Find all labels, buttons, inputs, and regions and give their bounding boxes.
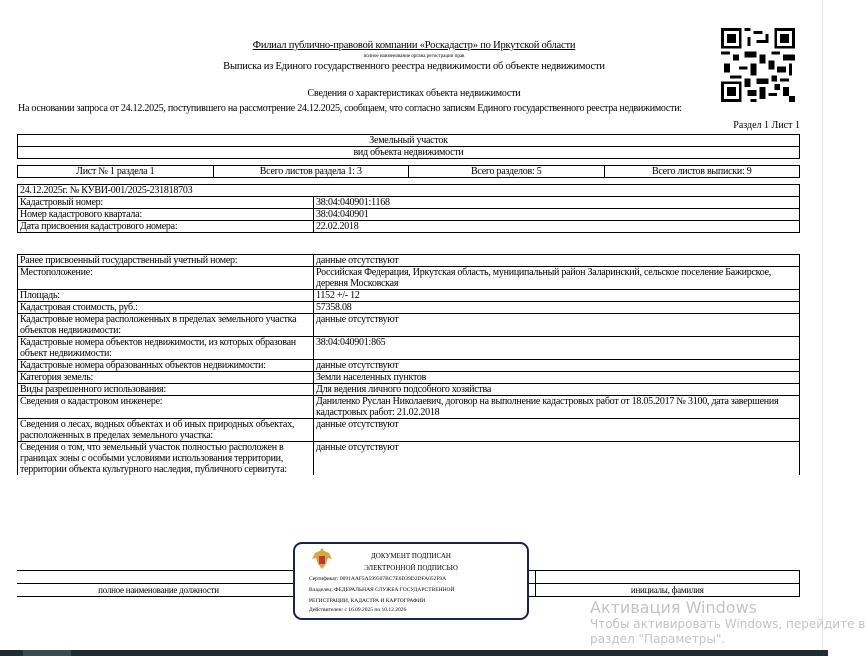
row-value: 38:04:040901 <box>314 209 800 221</box>
e-signature-stamp <box>293 542 529 620</box>
row-label: Сведения о лесах, водных объектах и об иных природных объектах, расположенных в пределах земельного участка: <box>18 419 314 442</box>
row-value: 22.02.2018 <box>314 221 800 233</box>
object-type-table <box>17 134 800 159</box>
object-type-caption: вид объекта недвижимости <box>18 147 800 159</box>
table-row <box>18 267 800 290</box>
stamp-owner-cont: РЕГИСТРАЦИИ, КАДАСТРА И КАРТОГРАФИИ <box>309 598 426 604</box>
name-caption: инициалы, фамилия <box>535 584 800 597</box>
row-label: Категория земель: <box>18 372 314 384</box>
row-value: 38:04:040901:865 <box>314 337 800 360</box>
row-value: Для ведения личного подсобного хозяйства <box>314 384 800 396</box>
sections-total: Всего разделов: 5 <box>409 166 605 178</box>
row-value: 38:04:040901:1168 <box>314 197 800 209</box>
row-value: данные отсутствуют <box>314 419 800 442</box>
windows-activation-title: Активация Windows <box>590 598 757 617</box>
table-row <box>18 419 800 442</box>
table-row <box>18 337 800 360</box>
table-row <box>18 314 800 337</box>
row-value: Российская Федерация, Иркутская область, муниципальный район Заларинский, сельское поселение Бажирское, деревня Московская <box>314 267 800 290</box>
table-row <box>18 360 800 372</box>
row-value: данные отсутствуют <box>314 255 800 267</box>
row-label: Сведения о том, что земельный участок полностью расположен в границах зоны с особыми условиями использования территории, территории объекта культурного наследия, публичного сервитута: <box>18 442 314 476</box>
table-row <box>18 302 800 314</box>
row-label: Дата присвоения кадастрового номера: <box>18 221 314 233</box>
section-sheets-total: Всего листов раздела 1: 3 <box>213 166 409 178</box>
sheets-table <box>17 165 800 178</box>
stamp-line1: ДОКУМЕНТ ПОДПИСАН <box>371 552 451 560</box>
registry-org-caption: полное наименование органа регистрации прав <box>363 54 465 59</box>
position-caption: полное наименование должности <box>17 584 300 597</box>
table-row <box>18 255 800 267</box>
table-row <box>18 396 800 419</box>
sheet-number: Лист № 1 раздела 1 <box>18 166 214 178</box>
row-label: Номер кадастрового квартала: <box>18 209 314 221</box>
row-label: Ранее присвоенный государственный учетный номер: <box>18 255 314 267</box>
row-value: Земли населенных пунктов <box>314 372 800 384</box>
row-label: Площадь: <box>18 290 314 302</box>
table-row <box>18 209 800 221</box>
record-number: 24.12.2025г. № КУВИ-001/2025-231818703 <box>18 185 800 197</box>
stamp-certificate: Сертификат: 0091AAF5A599507BC7E6D39D2DFA052F9A <box>309 576 447 582</box>
table-row <box>18 221 800 233</box>
details-table <box>17 254 800 475</box>
row-value: данные отсутствуют <box>314 442 800 476</box>
row-label: Сведения о кадастровом инженере: <box>18 396 314 419</box>
qr-code-icon <box>721 28 795 102</box>
row-value: данные отсутствуют <box>314 360 800 372</box>
windows-activation-line1: Чтобы активировать Windows, перейдите в <box>590 617 865 631</box>
table-row <box>18 290 800 302</box>
row-label: Кадастровая стоимость, руб.: <box>18 302 314 314</box>
stamp-line2: ЭЛЕКТРОННОЙ ПОДПИСЬЮ <box>364 564 458 572</box>
row-label: Кадастровые номера образованных объектов недвижимости: <box>18 360 314 372</box>
row-label: Виды разрешенного использования: <box>18 384 314 396</box>
row-label: Кадастровые номера объектов недвижимости, из которых образован объект недвижимости: <box>18 337 314 360</box>
table-row <box>18 372 800 384</box>
taskbar <box>0 650 828 656</box>
table-row <box>18 442 800 476</box>
table-row <box>18 384 800 396</box>
row-value: 1152 +/- 12 <box>314 290 800 302</box>
row-value: Даниленко Руслан Николаевич, договор на выполнение кадастровых работ от 18.05.2017 № 3100, дата завершения кадастровых работ: 21.02.2018 <box>314 396 800 419</box>
section-title: Сведения о характеристиках объекта недвижимости <box>307 88 521 99</box>
object-type: Земельный участок <box>18 135 800 147</box>
stamp-validity: Действителен: с 16.09.2025 по 10.12.2026 <box>309 607 407 613</box>
document-title: Выписка из Единого государственного реестра недвижимости об объекте недвижимости <box>223 61 605 72</box>
table-row <box>18 197 800 209</box>
row-value: 57358.08 <box>314 302 800 314</box>
intro-text: На основании запроса от 24.12.2025, поступившего на рассмотрение 24.12.2025, сообщаем, что согласно записям Единого государственного реестра недвижимости: <box>18 103 682 114</box>
row-label: Местоположение: <box>18 267 314 290</box>
taskbar-button[interactable] <box>23 650 71 656</box>
row-label: Кадастровый номер: <box>18 197 314 209</box>
registry-org: Филиал публично-правовой компании «Роскадастр» по Иркутской области <box>252 40 576 51</box>
row-value: данные отсутствуют <box>314 314 800 337</box>
row-label: Кадастровые номера расположенных в пределах земельного участка объектов недвижимости: <box>18 314 314 337</box>
record-table <box>17 184 800 233</box>
windows-activation-line2: раздел "Параметры". <box>590 632 726 646</box>
section-sheet: Раздел 1 Лист 1 <box>733 120 800 131</box>
extract-sheets-total: Всего листов выписки: 9 <box>604 166 800 178</box>
stamp-owner: Владелец: ФЕДЕРАЛЬНАЯ СЛУЖБА ГОСУДАРСТВЕННОЙ <box>309 587 455 593</box>
